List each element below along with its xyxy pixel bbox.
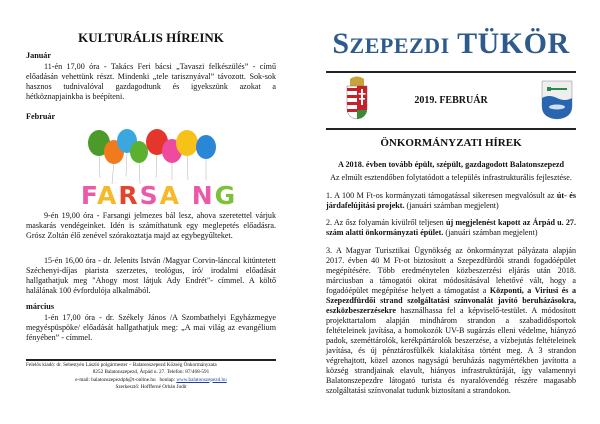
municipal-news-title: ÖNKORMÁNYZATI HÍREK: [380, 137, 522, 149]
masthead-bottom-rule: [326, 128, 576, 130]
footer-publisher: Felelős kiadó: dr. Sebestyén László polgármester – Balatonszepezd Község Önkormányzata: [26, 362, 217, 368]
footer: [26, 362, 276, 391]
masthead-title: [326, 27, 576, 61]
march-heading: március: [26, 302, 55, 311]
item2-text: 2. Az ősz folyamán kívülről teljesen: [326, 218, 446, 227]
february-heading: Február: [26, 112, 56, 121]
item2-note: (januári számban megjelent): [443, 228, 538, 237]
footer-address: 8252 Balatonszepezd, Árpád u. 27. Telefon: 87/468-591: [92, 369, 210, 376]
march-text: 1-én 17,00 óra - dr. Székely János /A Szombathelyi Egyházmegye megyéspüspöke/ előadását hallgathatjuk meg: „A mai világ az evangélium fényében” - címmel.: [26, 313, 276, 342]
footer-email: e-mail: balatonszepezdph@t-online.hu: [75, 376, 156, 383]
footer-web-label: honlap:: [159, 376, 176, 383]
farsang-balloons-image: [80, 128, 238, 210]
item3-bold: Központi, a Viriusi és a Szepezdfürdői strand szolgáltatási színvonalát javító beruházásokra, eszközbeszerzésekre: [326, 286, 576, 315]
news-item-3: [326, 246, 576, 396]
february-event-farsang: 9-én 19,00 óra - Farsangi jelmezes bál lesz, ahova szeretettel várjuk maskarás vendégeinket. Idén is számíthatunk egy meglepetés előadásra. Grósz Zoltán élő zenével szórakoztatja majd az egybegyűlteket.: [26, 211, 276, 240]
farsang-lettering: FARSA NG: [80, 181, 238, 210]
article-headline: A 2018. évben tovább épült, szépült, gazdagodott Balatonszepezd: [337, 160, 565, 169]
masthead-word1: ZEPEZDI: [349, 33, 450, 58]
footer-website-link[interactable]: www.balatonszepezd.hu: [176, 376, 227, 383]
news-item-2: [326, 218, 576, 238]
article-intro: Az elmúlt esztendőben folytatódott a település infrastrukturális fejlesztése.: [330, 173, 572, 182]
masthead-initial: S: [332, 27, 350, 60]
item3-rest: használhassa fel a képviselő-testület. A módosított projekttartalom alapján mindhárom strandon a szabadidősportok feltételeinek javítása, a homokozók UV-B sugárzás elleni védelme, hiányzó padok, szeméttárolók, kerékpártárolók beszerzése, a vízbejutás feltételeinek javítása, és új pénztárosfülkék kialakítása történt meg. A 3 strandon végrehajtott, közel azonos nagyságú beruházás nagymértékben javította a község strandjainak elavult, hiányos infrastruktúráját, így valamennyi Balatonszepezdre látogató turista és nyaralóvendég részére magasabb szolgáltatási színvonalat tudunk biztosítani a strandokon.: [326, 306, 576, 395]
item3-text: 3. A Magyar Turisztikai Ügynökség az önkormányzat pályázata alapján 2017. évben 40 M Ft-ot biztosított a Szepezdfürdői strandi fogadóépület megépítésére. Több eredménytelen közbeszerzési eljárás után 2018. márciusban a támogatói okirat módosításával lehetővé vált, hogy a fogadóépület megépítése helyett a támogatást a: [326, 246, 576, 295]
issue-date: 2019. FEBRUÁR: [414, 95, 488, 106]
balatonszepezd-coat-of-arms-icon: [541, 80, 573, 120]
item2-bold: új megjelenést kapott az Árpád u. 27. szám alatti önkormányzati épület.: [326, 218, 577, 237]
january-heading: Január: [26, 51, 52, 60]
item1-bold: út- és járdafelújítási projekt.: [326, 191, 576, 210]
january-text: 11-én 17,00 óra - Takács Feri bácsi „Tavaszi felkészülés” - című előadásán vehettünk részt. Mindenki „tele tarisznyával” távozott. Sok-sok hasznos tudnivalóval gazdagodtunk és igyekszünk azokat a hétköznapjainkba is beépíteni.: [26, 62, 276, 101]
news-item-1: [326, 191, 576, 211]
item1-text: 1. A 100 M Ft-os kormányzati támogatással sikeresen megvalósult az: [326, 191, 557, 200]
masthead-word2: TÜKÖR: [457, 27, 570, 60]
masthead-top-rule: [326, 71, 576, 73]
february-event-lecture: 15-én 16,00 óra - dr. Jelenits István /Magyar Corvin-lánccal kitüntetett Széchenyi-díjas piarista szerzetes, teológus, író/ irodalmi előadását hallgathatjuk meg "Ahogy most látjuk Ady Endrét"- címmel. A költő halálának 100 évfordulója alkalmából.: [26, 256, 276, 295]
footer-editor: Szerkesztő: Hoffferné Orbán Judit: [115, 383, 187, 390]
item1-note: (januári számban megjelent): [404, 201, 499, 210]
footer-divider: [26, 359, 276, 361]
cultural-news-title: KULTURÁLIS HÍREINK: [78, 30, 224, 45]
